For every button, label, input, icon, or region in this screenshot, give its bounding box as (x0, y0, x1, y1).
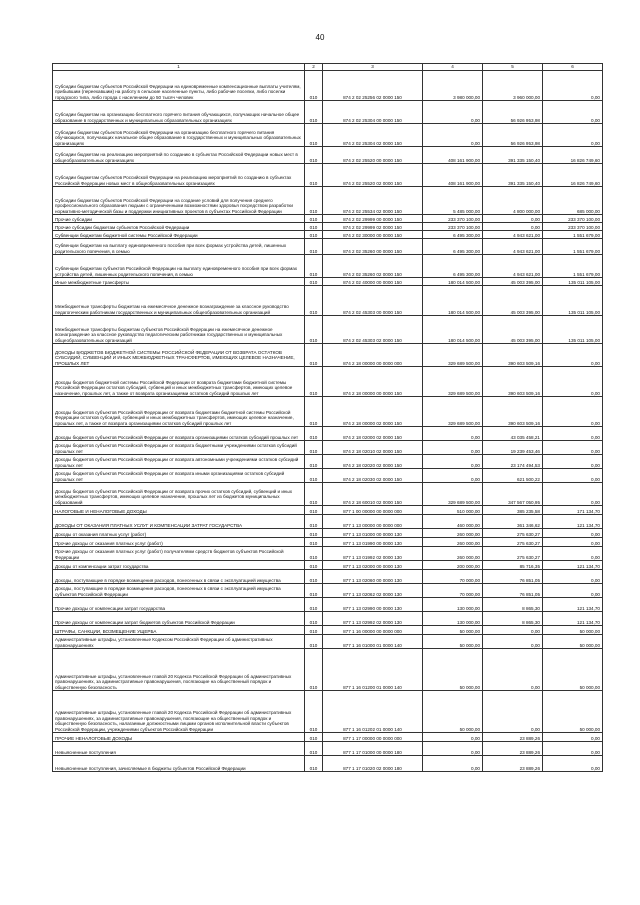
unexecuted-amount: 0,00 (543, 101, 603, 124)
table-row (53, 164, 603, 187)
row-code-cell: 010 (305, 649, 323, 691)
row-code-cell: 010 (305, 506, 323, 515)
budget-classification-code: 874 2 02 25534 02 0000 150 (323, 187, 423, 215)
table-row (53, 147, 603, 164)
header-row (53, 64, 603, 71)
row-name-cell: Доходы от оказания платных услуг (работ) (53, 529, 305, 538)
row-name-cell: Невыясненные поступления, зачисляемые в бюджеты субъектов Российской Федерации (53, 756, 305, 772)
row-name-cell: ШТРАФЫ, САНКЦИИ, ВОЗМЕЩЕНИЕ УЩЕРБА (53, 626, 305, 635)
table-row (53, 316, 603, 344)
row-name-cell: Межбюджетные трансферты бюджетам субъектов Российской Федерации на ежемесячное денежное вознаграждение за классное руководство педагогическим работникам государственных и муниципальных общеобразовательных организаций (53, 316, 305, 344)
budget-classification-code: 874 2 18 00000 00 0000 000 (323, 344, 423, 367)
approved-amount: 260 000,00 (423, 529, 483, 538)
unexecuted-amount: 685 000,00 (543, 187, 603, 215)
unexecuted-amount: 1 551 679,00 (543, 255, 603, 278)
unexecuted-amount: 0,00 (543, 427, 603, 441)
table-row (53, 584, 603, 598)
approved-amount: 6 495 300,00 (423, 231, 483, 239)
table-row (53, 570, 603, 584)
executed-amount: 621 500,22 (483, 469, 543, 483)
budget-classification-code: 877 1 13 02992 02 0000 130 (323, 612, 423, 626)
approved-amount: 50 000,00 (423, 649, 483, 691)
row-name-cell: Прочие доходы от компенсации затрат бюджетов субъектов Российской Федерации (53, 612, 305, 626)
budget-classification-code: 877 1 00 00000 00 0000 000 (323, 506, 423, 515)
row-name-cell: Субсидии бюджетам на организацию бесплатного горячего питания обучающихся, получающих начальное общее образование в государственных и муниципальных образовательных организациях (53, 101, 305, 124)
row-name-cell: Субсидии бюджетам субъектов Российской Федерации на единовременные компенсационные выплаты учителям, прибывшим (переехавшим) на работу в сельские населенные пункты, либо рабочие поселки, либо поселки городского типа, либо города с населением до 50 тысяч человек (53, 71, 305, 101)
approved-amount: 0,00 (423, 455, 483, 469)
budget-classification-code: 877 1 13 01992 02 0000 130 (323, 547, 423, 561)
budget-classification-code: 877 1 17 01000 00 0000 180 (323, 742, 423, 756)
executed-amount: 45 003 395,00 (483, 316, 543, 344)
row-name-cell: Субсидии бюджетам субъектов Российской Федерации на организацию бесплатного горячего питания обучающихся, получающих начальное общее образование в государственных и муниципальных образовательных организациях (53, 124, 305, 147)
row-name-cell: Доходы бюджетов субъектов Российской Федерации от возврата бюджетами бюджетной системы Российской Федерации остатков субсидий, субвенций и иных межбюджетных трансфертов, имеющих целевое назначение, прошлых лет, а также от возврата организациями остатков субсидий прошлых лет (53, 397, 305, 427)
unexecuted-amount: 233 370 100,00 (543, 223, 603, 231)
row-name-cell: Доходы, поступающие в порядке возмещения расходов, понесенных в связи с эксплуатацией имущества (53, 570, 305, 584)
row-code-cell: 010 (305, 215, 323, 223)
row-code-cell: 010 (305, 570, 323, 584)
unexecuted-amount: 50 000,00 (543, 649, 603, 691)
executed-amount: 85 716,35 (483, 561, 543, 570)
approved-amount: 200 000,00 (423, 561, 483, 570)
row-name-cell: Невыясненные поступления (53, 742, 305, 756)
unexecuted-amount: 0,00 (543, 584, 603, 598)
executed-amount: 0,00 (483, 691, 543, 733)
row-code-cell: 010 (305, 255, 323, 278)
row-name-cell: Прочие субсидии бюджетам субъектов Российской Федерации (53, 223, 305, 231)
budget-classification-code: 877 1 16 01200 01 0000 140 (323, 649, 423, 691)
budget-classification-code: 874 2 02 40000 00 0000 150 (323, 278, 423, 286)
row-name-cell: ПРОЧИЕ НЕНАЛОГОВЫЕ ДОХОДЫ (53, 733, 305, 742)
row-code-cell: 010 (305, 286, 323, 316)
executed-amount: 347 567 050,95 (483, 483, 543, 506)
approved-amount: 510 000,00 (423, 506, 483, 515)
budget-classification-code: 877 1 16 01000 01 0000 140 (323, 635, 423, 649)
approved-amount: 5 485 000,00 (423, 187, 483, 215)
table-row (53, 742, 603, 756)
budget-classification-code: 874 2 18 00000 00 0000 150 (323, 367, 423, 397)
unexecuted-amount: 0,00 (543, 124, 603, 147)
row-code-cell: 010 (305, 187, 323, 215)
budget-classification-code: 877 1 17 01020 02 0000 180 (323, 756, 423, 772)
executed-amount: 3 960 000,00 (483, 71, 543, 101)
row-code-cell: 010 (305, 733, 323, 742)
unexecuted-amount: 0,00 (543, 71, 603, 101)
approved-amount: 0,00 (423, 441, 483, 455)
approved-amount: 50 000,00 (423, 626, 483, 635)
row-code-cell: 010 (305, 742, 323, 756)
approved-amount: 0,00 (423, 427, 483, 441)
row-name-cell: ДОХОДЫ ОТ ОКАЗАНИЯ ПЛАТНЫХ УСЛУГ И КОМПЕНСАЦИИ ЗАТРАТ ГОСУДАРСТВА (53, 515, 305, 529)
row-code-cell: 010 (305, 483, 323, 506)
table-row (53, 215, 603, 223)
approved-amount: 0,00 (423, 756, 483, 772)
row-name-cell: Прочие доходы от оказания платных услуг (работ) (53, 538, 305, 547)
executed-amount: 0,00 (483, 215, 543, 223)
executed-amount: 390 603 509,16 (483, 367, 543, 397)
row-name-cell: Доходы бюджетов субъектов Российской Федерации от возврата организациями остатков субсидий прошлых лет (53, 427, 305, 441)
row-name-cell: НАЛОГОВЫЕ И НЕНАЛОГОВЫЕ ДОХОДЫ (53, 506, 305, 515)
row-code-cell: 010 (305, 239, 323, 255)
approved-amount: 180 014 500,00 (423, 286, 483, 316)
row-name-cell: Доходы бюджетов субъектов Российской Федерации от возврата бюджетными учреждениями остатков субсидий прошлых лет (53, 441, 305, 455)
executed-amount: 8 865,30 (483, 598, 543, 612)
unexecuted-amount: 171 134,70 (543, 506, 603, 515)
executed-amount: 4 943 621,00 (483, 231, 543, 239)
row-name-cell: Субвенции бюджетам субъектов Российской Федерации на выплату единовременного пособия при всех формах устройства детей, лишенных родительского попечения, в семью (53, 255, 305, 278)
executed-amount: 4 943 621,00 (483, 255, 543, 278)
row-name-cell: Административные штрафы, установленные главой 20 Кодекса Российской Федерации об административных правонарушениях, за административные правонарушения, посягающие на общественный порядок и общественную безопасность, налагаемые должностными лицами органов исполнительной власти субъектов Российской Федерации, учреждениями субъектов Российской Федерации (53, 691, 305, 733)
approved-amount: 0,00 (423, 101, 483, 124)
unexecuted-amount: 50 000,00 (543, 635, 603, 649)
budget-classification-code: 877 1 13 00000 00 0000 000 (323, 515, 423, 529)
approved-amount: 260 000,00 (423, 547, 483, 561)
row-code-cell: 010 (305, 71, 323, 101)
row-code-cell: 010 (305, 584, 323, 598)
approved-amount: 0,00 (423, 742, 483, 756)
unexecuted-amount: 0,00 (543, 756, 603, 772)
approved-amount: 70 000,00 (423, 570, 483, 584)
budget-table (52, 63, 603, 772)
row-name-cell: Административные штрафы, установленные главой 20 Кодекса Российской Федерации об административных правонарушениях, за административные правонарушения, посягающие на общественный порядок и общественную безопасность (53, 649, 305, 691)
budget-classification-code: 874 2 18 60010 02 0000 150 (323, 483, 423, 506)
table-row (53, 649, 603, 691)
approved-amount: 0,00 (423, 733, 483, 742)
approved-amount: 130 000,00 (423, 612, 483, 626)
table-row (53, 397, 603, 427)
approved-amount: 460 000,00 (423, 515, 483, 529)
executed-amount: 275 630,27 (483, 538, 543, 547)
unexecuted-amount: 0,00 (543, 570, 603, 584)
approved-amount: 329 689 500,00 (423, 344, 483, 367)
row-name-cell: Субвенции бюджетам бюджетной системы Российской Федерации (53, 231, 305, 239)
approved-amount: 50 000,00 (423, 691, 483, 733)
table-row (53, 286, 603, 316)
table-row (53, 101, 603, 124)
row-code-cell: 010 (305, 635, 323, 649)
budget-classification-code: 874 2 02 25256 02 0000 150 (323, 71, 423, 101)
approved-amount: 408 161 900,00 (423, 147, 483, 164)
row-name-cell: Доходы бюджетов бюджетной системы Российской Федерации от возврата бюджетами бюджетной системы Российской Федерации остатков субсидий, субвенций и иных межбюджетных трансфертов, имеющих целевое назначение, прошлых лет, а также от возврата организациями остатков субсидий прошлых лет (53, 367, 305, 397)
approved-amount: 0,00 (423, 124, 483, 147)
approved-amount: 6 495 300,00 (423, 255, 483, 278)
approved-amount: 329 689 500,00 (423, 483, 483, 506)
unexecuted-amount: 0,00 (543, 742, 603, 756)
budget-classification-code: 874 2 18 00000 02 0000 150 (323, 397, 423, 427)
executed-amount: 43 035 458,21 (483, 427, 543, 441)
executed-amount: 23 889,26 (483, 733, 543, 742)
executed-amount: 275 630,27 (483, 547, 543, 561)
row-code-cell: 010 (305, 515, 323, 529)
row-name-cell: Субсидии бюджетам субъектов Российской Федерации на реализацию мероприятий по созданию в субъектах Российской Федерации новых мест в общеобразовательных организациях (53, 164, 305, 187)
approved-amount: 130 000,00 (423, 598, 483, 612)
executed-amount: 56 926 953,98 (483, 101, 543, 124)
column-header: 3 (323, 64, 423, 71)
budget-classification-code: 877 1 13 02062 02 0000 130 (323, 584, 423, 598)
executed-amount: 23 889,26 (483, 742, 543, 756)
executed-amount: 4 800 000,00 (483, 187, 543, 215)
executed-amount: 45 003 395,00 (483, 278, 543, 286)
table-row (53, 561, 603, 570)
executed-amount: 76 851,05 (483, 584, 543, 598)
table-row (53, 427, 603, 441)
row-code-cell: 010 (305, 124, 323, 147)
executed-amount: 0,00 (483, 626, 543, 635)
row-code-cell: 010 (305, 626, 323, 635)
row-name-cell: Субвенции бюджетам на выплату единовременного пособия при всех формах устройства детей, лишенных родительского попечения, в семью (53, 239, 305, 255)
row-code-cell: 010 (305, 223, 323, 231)
approved-amount: 233 370 100,00 (423, 223, 483, 231)
table-row (53, 239, 603, 255)
unexecuted-amount: 0,00 (543, 455, 603, 469)
executed-amount: 45 003 395,00 (483, 286, 543, 316)
budget-classification-code: 877 1 13 02000 00 0000 130 (323, 561, 423, 570)
table-row (53, 441, 603, 455)
row-name-cell: Доходы бюджетов субъектов Российской Федерации от возврата автономными учреждениями остатков субсидий прошлых лет (53, 455, 305, 469)
table-row (53, 506, 603, 515)
table-row (53, 635, 603, 649)
row-name-cell: Доходы бюджетов субъектов Российской Федерации от возврата прочих остатков субсидий, субвенций и иных межбюджетных трансфертов, имеющих целевое назначение, прошлых лет из бюджетов муниципальных образований (53, 483, 305, 506)
unexecuted-amount: 0,00 (543, 733, 603, 742)
row-code-cell: 010 (305, 278, 323, 286)
row-code-cell: 010 (305, 756, 323, 772)
row-code-cell: 010 (305, 427, 323, 441)
row-code-cell: 010 (305, 612, 323, 626)
approved-amount: 0,00 (423, 469, 483, 483)
column-header: 2 (305, 64, 323, 71)
unexecuted-amount: 135 011 105,00 (543, 316, 603, 344)
page-number: 40 (315, 33, 325, 42)
executed-amount: 19 239 453,46 (483, 441, 543, 455)
executed-amount: 390 603 509,16 (483, 397, 543, 427)
unexecuted-amount: 0,00 (543, 397, 603, 427)
approved-amount: 260 000,00 (423, 538, 483, 547)
approved-amount: 233 370 100,00 (423, 215, 483, 223)
row-code-cell: 010 (305, 529, 323, 538)
budget-classification-code: 877 1 13 01000 00 0000 130 (323, 529, 423, 538)
column-header: 5 (483, 64, 543, 71)
executed-amount: 23 889,26 (483, 756, 543, 772)
approved-amount: 180 014 500,00 (423, 316, 483, 344)
budget-classification-code: 874 2 02 25304 00 0000 150 (323, 101, 423, 124)
approved-amount: 329 689 500,00 (423, 367, 483, 397)
row-name-cell: Субсидии бюджетам субъектов Российской Федерации на создание условий для получения среднего профессионального образования людьми с ограниченными возможностями здоровья посредством разработки нормативно-методической базы и поддержки инициативных проектов в субъектах Российской Федерации (53, 187, 305, 215)
executed-amount: 0,00 (483, 649, 543, 691)
row-code-cell: 010 (305, 367, 323, 397)
budget-classification-code: 874 2 02 35260 00 0000 150 (323, 239, 423, 255)
budget-classification-code: 874 2 02 45303 00 0000 150 (323, 286, 423, 316)
row-name-cell: Межбюджетные трансферты бюджетам на ежемесячное денежное вознаграждение за классное руководство педагогическим работникам государственных и муниципальных общеобразовательных организаций (53, 286, 305, 316)
executed-amount: 0,00 (483, 223, 543, 231)
budget-classification-code: 874 2 02 29999 02 0000 150 (323, 223, 423, 231)
unexecuted-amount: 135 011 105,00 (543, 286, 603, 316)
approved-amount: 3 980 000,00 (423, 71, 483, 101)
table-row (53, 691, 603, 733)
budget-classification-code: 874 2 18 02010 02 0000 150 (323, 441, 423, 455)
budget-classification-code: 874 2 18 02030 02 0000 150 (323, 469, 423, 483)
budget-classification-code: 877 1 13 02060 00 0000 130 (323, 570, 423, 584)
row-code-cell: 010 (305, 441, 323, 455)
unexecuted-amount: 50 000,00 (543, 626, 603, 635)
approved-amount: 329 689 500,00 (423, 397, 483, 427)
row-name-cell: Прочие доходы от компенсации затрат государства (53, 598, 305, 612)
row-name-cell: Доходы бюджетов субъектов Российской Федерации от возврата иными организациями остатков субсидий прошлых лет (53, 469, 305, 483)
budget-classification-code: 874 2 02 25520 00 0000 150 (323, 147, 423, 164)
row-name-cell: Прочие доходы от оказания платных услуг (работ) получателями средств бюджетов субъектов Российской Федерации (53, 547, 305, 561)
table-row (53, 612, 603, 626)
row-code-cell: 010 (305, 691, 323, 733)
approved-amount: 70 000,00 (423, 584, 483, 598)
executed-amount: 361 346,62 (483, 515, 543, 529)
unexecuted-amount: 0,00 (543, 367, 603, 397)
table-row (53, 529, 603, 538)
row-name-cell: Субсидии бюджетам на реализацию мероприятий по созданию в субъектах Российской Федерации новых мест в общеобразовательных организациях (53, 147, 305, 164)
executed-amount: 56 926 953,98 (483, 124, 543, 147)
unexecuted-amount: 16 826 749,60 (543, 164, 603, 187)
table-row (53, 455, 603, 469)
executed-amount: 76 851,05 (483, 570, 543, 584)
executed-amount: 8 865,30 (483, 612, 543, 626)
row-code-cell: 010 (305, 147, 323, 164)
row-code-cell: 010 (305, 547, 323, 561)
executed-amount: 4 943 621,00 (483, 239, 543, 255)
row-name-cell: Административные штрафы, установленные Кодексом Российской Федерации об административных правонарушениях (53, 635, 305, 649)
row-name-cell: Иные межбюджетные трансферты (53, 278, 305, 286)
column-header: 6 (543, 64, 603, 71)
unexecuted-amount: 121 134,70 (543, 598, 603, 612)
unexecuted-amount: 0,00 (543, 529, 603, 538)
row-code-cell: 010 (305, 316, 323, 344)
executed-amount: 390 603 509,16 (483, 344, 543, 367)
row-code-cell: 010 (305, 344, 323, 367)
unexecuted-amount: 0,00 (543, 441, 603, 455)
table-row (53, 626, 603, 635)
table-row (53, 231, 603, 239)
budget-classification-code: 874 2 02 25520 02 0000 150 (323, 164, 423, 187)
row-code-cell: 010 (305, 101, 323, 124)
budget-classification-code: 877 1 13 02990 00 0000 130 (323, 598, 423, 612)
unexecuted-amount: 135 011 105,00 (543, 278, 603, 286)
table-row (53, 733, 603, 742)
approved-amount: 6 495 300,00 (423, 239, 483, 255)
executed-amount: 0,00 (483, 635, 543, 649)
row-name-cell: Доходы от компенсации затрат государства (53, 561, 305, 570)
table-row (53, 71, 603, 101)
executed-amount: 275 630,27 (483, 529, 543, 538)
executed-amount: 23 174 494,53 (483, 455, 543, 469)
row-code-cell: 010 (305, 164, 323, 187)
table-row (53, 598, 603, 612)
table-row (53, 367, 603, 397)
unexecuted-amount: 0,00 (543, 538, 603, 547)
table-row (53, 547, 603, 561)
column-header: 1 (53, 64, 305, 71)
budget-classification-code: 874 2 18 02000 02 0000 150 (323, 427, 423, 441)
unexecuted-amount: 0,00 (543, 344, 603, 367)
row-code-cell: 010 (305, 231, 323, 239)
row-code-cell: 010 (305, 455, 323, 469)
row-code-cell: 010 (305, 598, 323, 612)
budget-classification-code: 877 1 16 00000 00 0000 000 (323, 626, 423, 635)
table-row (53, 278, 603, 286)
row-name-cell: Прочие субсидии (53, 215, 305, 223)
unexecuted-amount: 121 134,70 (543, 515, 603, 529)
row-name-cell: Доходы, поступающие в порядке возмещения расходов, понесенных в связи с эксплуатацией имущества субъектов Российской Федерации (53, 584, 305, 598)
executed-amount: 391 335 150,40 (483, 147, 543, 164)
approved-amount: 50 000,00 (423, 635, 483, 649)
executed-amount: 391 335 150,40 (483, 164, 543, 187)
budget-classification-code: 874 2 02 45303 02 0000 150 (323, 316, 423, 344)
table-row (53, 124, 603, 147)
row-code-cell: 010 (305, 469, 323, 483)
table-row (53, 187, 603, 215)
approved-amount: 408 161 900,00 (423, 164, 483, 187)
budget-classification-code: 874 2 18 02020 02 0000 150 (323, 455, 423, 469)
row-name-cell: ДОХОДЫ БЮДЖЕТОВ БЮДЖЕТНОЙ СИСТЕМЫ РОССИЙСКОЙ ФЕДЕРАЦИИ ОТ ВОЗВРАТА ОСТАТКОВ СУБСИДИЙ, СУБВЕНЦИЙ И ИНЫХ МЕЖБЮДЖЕТНЫХ ТРАНСФЕРТОВ, ИМЕЮЩИХ ЦЕЛЕВОЕ НАЗНАЧЕНИЕ, ПРОШЛЫХ ЛЕТ (53, 344, 305, 367)
table-row (53, 255, 603, 278)
row-code-cell: 010 (305, 397, 323, 427)
unexecuted-amount: 233 370 100,00 (543, 215, 603, 223)
unexecuted-amount: 0,00 (543, 469, 603, 483)
unexecuted-amount: 50 000,00 (543, 691, 603, 733)
approved-amount: 180 014 500,00 (423, 278, 483, 286)
table-row (53, 515, 603, 529)
unexecuted-amount: 16 826 749,60 (543, 147, 603, 164)
table-row (53, 223, 603, 231)
unexecuted-amount: 121 134,70 (543, 612, 603, 626)
budget-classification-code: 874 2 02 25304 02 0000 150 (323, 124, 423, 147)
table-row (53, 469, 603, 483)
table-row (53, 483, 603, 506)
unexecuted-amount: 1 551 679,00 (543, 231, 603, 239)
budget-classification-code: 874 2 02 35260 02 0000 150 (323, 255, 423, 278)
budget-classification-code: 874 2 02 30000 00 0000 150 (323, 231, 423, 239)
table-row (53, 538, 603, 547)
row-code-cell: 010 (305, 538, 323, 547)
unexecuted-amount: 0,00 (543, 483, 603, 506)
budget-classification-code: 874 2 02 29999 00 0000 150 (323, 215, 423, 223)
budget-classification-code: 877 1 17 00000 00 0000 000 (323, 733, 423, 742)
row-code-cell: 010 (305, 561, 323, 570)
budget-classification-code: 877 1 13 01990 00 0000 130 (323, 538, 423, 547)
budget-classification-code: 877 1 16 01202 01 0000 140 (323, 691, 423, 733)
executed-amount: 385 235,58 (483, 506, 543, 515)
unexecuted-amount: 121 134,70 (543, 561, 603, 570)
unexecuted-amount: 1 551 679,00 (543, 239, 603, 255)
table-row (53, 344, 603, 367)
unexecuted-amount: 0,00 (543, 547, 603, 561)
column-header: 4 (423, 64, 483, 71)
table-row (53, 756, 603, 772)
